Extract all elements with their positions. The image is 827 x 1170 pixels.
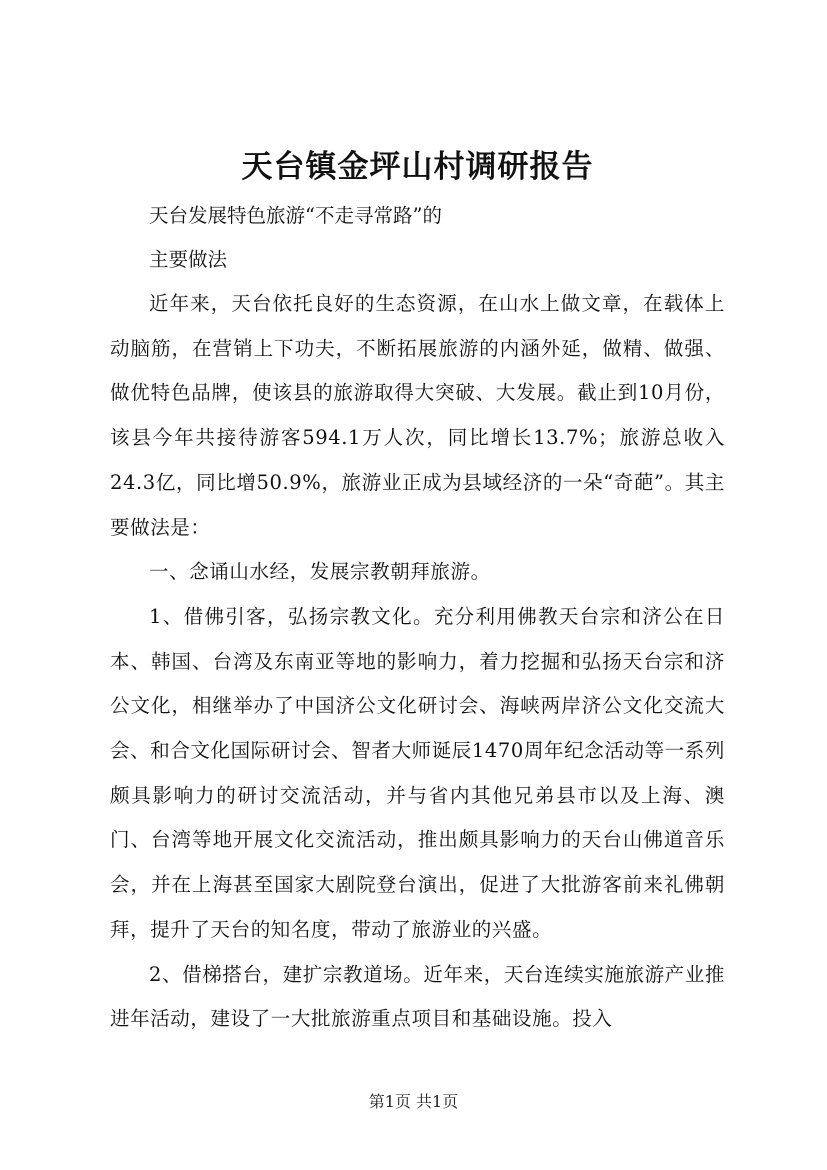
point-2-paragraph: 2、借梯搭台，建扩宗教道场。近年来，天台连续实施旅游产业推进年活动，建设了一大批旅游重点项目和基础设施。投入 <box>110 962 725 1031</box>
point-1-paragraph: 1、借佛引客，弘扬宗教文化。充分利用佛教天台宗和济公在日本、韩国、台湾及东南亚等地的影响力，着力挖掘和弘扬天台宗和济公文化，相继举办了中国济公文化研讨会、海峡两岸济公文化交流大会、和合文化国际研讨会、智者大师诞辰1470周年纪念活动等一系列颇具影响力的研讨交流活动，并与省内其他兄弟县市以及上海、澳门、台湾等地开展文化交流活动，推出颇具影响力的天台山佛道音乐会，并在上海甚至国家大剧院登台演出，促进了大批游客前来礼佛朝拜，提升了天台的知名度，带动了旅游业的兴盛。 <box>110 604 725 941</box>
document-title: 天台镇金坪山村调研报告 <box>241 149 594 185</box>
intro-paragraph: 近年来，天台依托良好的生态资源，在山水上做文章，在载体上动脑筋，在营销上下功夫，不断拓展旅游的内涵外延，做精、做强、做优特色品牌，使该县的旅游取得大突破、大发展。截止到10月份，该县今年共接待游客594.1万人次，同比增长13.7%；旅游总收入24.3亿，同比增50.9%，旅游业正成为县域经济的一朵“奇葩”。其主要做法是： <box>110 292 725 539</box>
document-body <box>110 140 725 1042</box>
section-subtitle-line-2: 主要做法 <box>149 248 228 271</box>
page-number-footer: 第1页 共1页 <box>368 1092 459 1111</box>
section-subtitle-line-1: 天台发展特色旅游“不走寻常路”的 <box>149 204 442 227</box>
section-heading-1: 一、念诵山水经，发展宗教朝拜旅游。 <box>149 560 491 584</box>
